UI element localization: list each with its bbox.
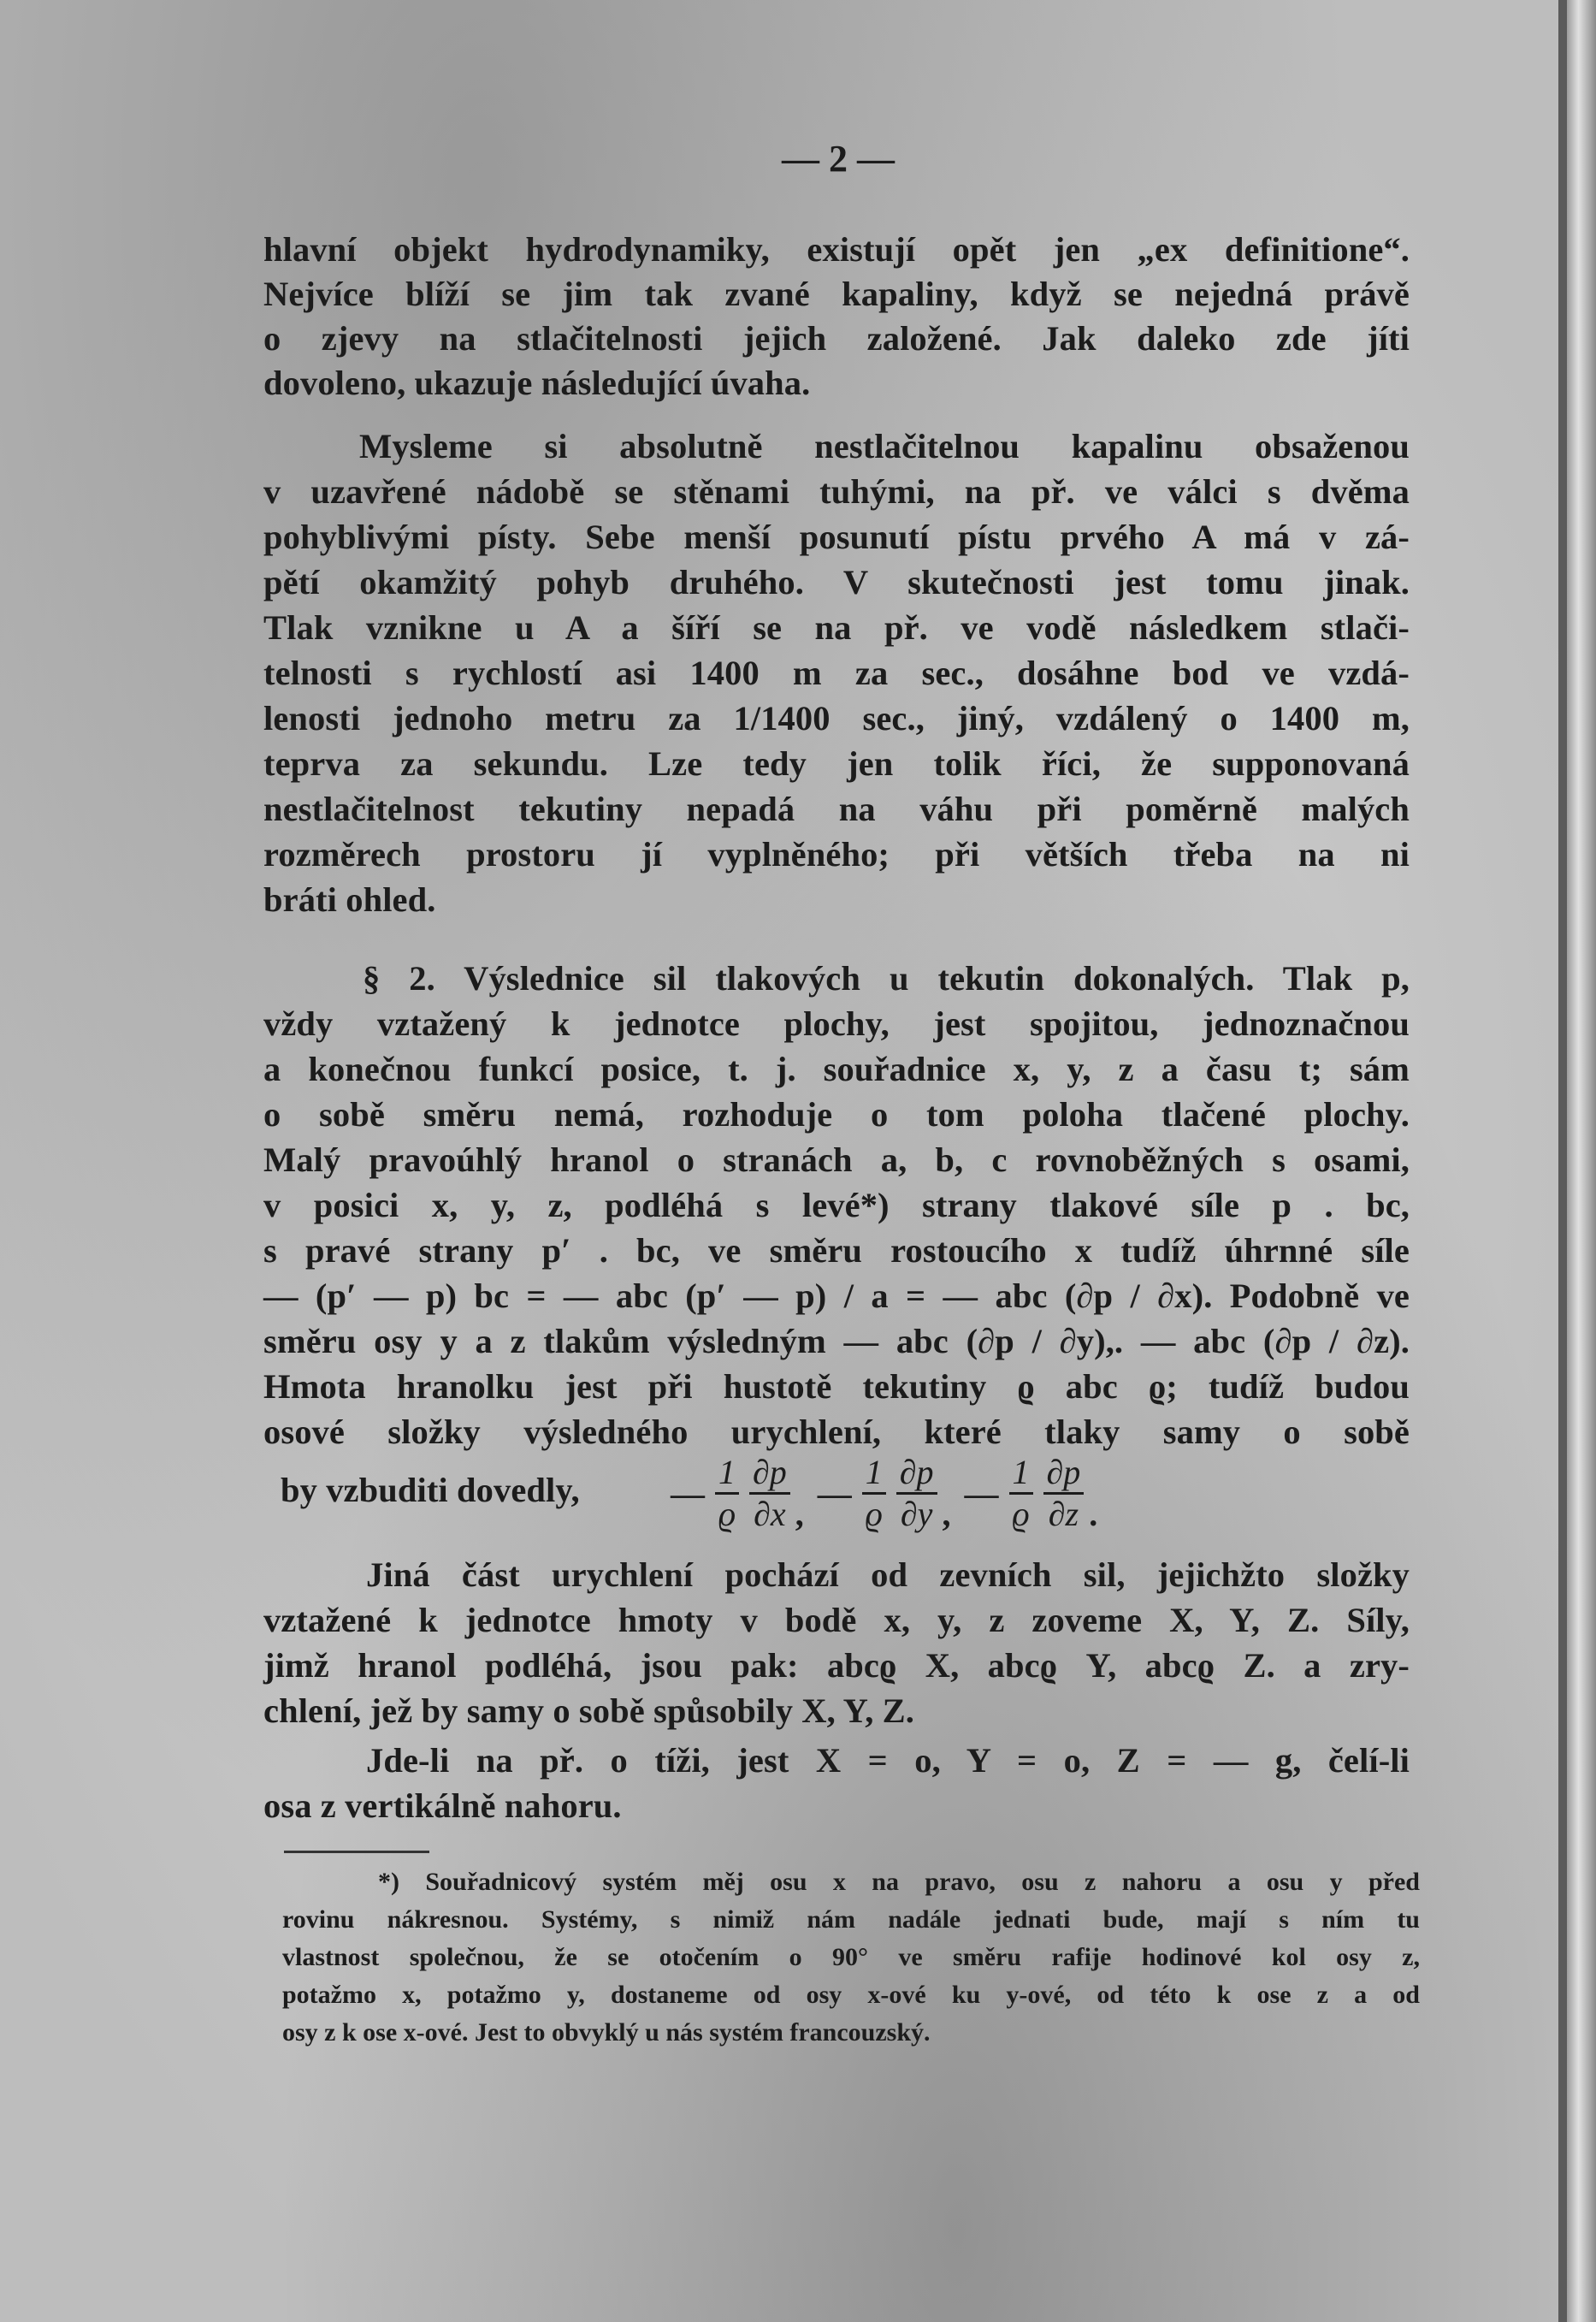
text-line: pohyblivými písty. Sebe menší posunutí pístu prvého A má v zá- bbox=[263, 518, 1410, 556]
separator: . bbox=[1089, 1495, 1098, 1533]
text-line: lenosti jednoho metru za 1/1400 sec., jiný, vzdálený o 1400 m, bbox=[263, 699, 1410, 737]
denominator: ∂x bbox=[754, 1495, 786, 1533]
text-line: směru osy y a z tlakům výsledným — abc (∂p / ∂y),. — abc (∂p / ∂z). bbox=[263, 1322, 1410, 1360]
denominator: ϱ bbox=[865, 1495, 883, 1533]
text-line: Jiná část urychlení pochází od zevních sil, jejichžto složky bbox=[366, 1555, 1410, 1594]
text-line: v uzavřené nádobě se stěnami tuhými, na př. ve válci s dvěma bbox=[263, 472, 1410, 511]
fraction bbox=[749, 1453, 790, 1534]
numerator: ∂p bbox=[896, 1453, 937, 1495]
numerator: 1 bbox=[862, 1453, 886, 1495]
text-line: jimž hranol podléhá, jsou pak: abcϱ X, abcϱ Y, abcϱ Z. a zry- bbox=[263, 1646, 1410, 1685]
page-shadow-edge bbox=[1558, 0, 1567, 2322]
text-line: pětí okamžitý pohyb druhého. V skutečnosti jest tomu jinak. bbox=[263, 563, 1410, 601]
separator: , bbox=[942, 1495, 951, 1533]
footnote-line: potažmo x, potažmo y, dostaneme od osy x-ové ku y-ové, od této k ose z a od bbox=[282, 1981, 1420, 2009]
denominator: ∂z bbox=[1048, 1495, 1079, 1533]
fraction bbox=[1043, 1453, 1085, 1534]
fraction bbox=[896, 1453, 937, 1534]
fraction bbox=[1009, 1453, 1033, 1534]
text-line: v posici x, y, z, podléhá s levé*) strany tlakové síle p . bc, bbox=[263, 1186, 1410, 1224]
denominator: ϱ bbox=[1012, 1495, 1030, 1533]
text-line: hlavní objekt hydrodynamiky, existují opět jen „ex definitione“. bbox=[263, 230, 1410, 269]
footnote-line: *) Souřadnicový systém měj osu x na pravo, osu z nahoru a osu y před bbox=[378, 1868, 1420, 1896]
text-line: rozměrech prostoru jí vyplněného; při větších třeba na ni bbox=[263, 835, 1410, 874]
text-line: osové složky výsledného urychlení, které tlaky samy o sobě bbox=[263, 1413, 1410, 1451]
numerator: ∂p bbox=[1043, 1453, 1085, 1495]
footnote-line: rovinu nákresnou. Systémy, s nimiž nám nadále jednati bude, mají s ním tu bbox=[282, 1905, 1420, 1934]
footnote-divider bbox=[284, 1851, 429, 1853]
page-edge bbox=[1567, 0, 1596, 2322]
text-line: telnosti s rychlostí asi 1400 m za sec., dosáhne bod ve vzdá- bbox=[263, 654, 1410, 692]
formula bbox=[665, 1453, 1106, 1534]
text-line: Jde-li na př. o tíži, jest X = o, Y = o, Z = — g, čelí-li bbox=[366, 1741, 1410, 1780]
text-line: Malý pravoúhlý hranol o stranách a, b, c rovnoběžných s osami, bbox=[263, 1140, 1410, 1179]
text-line: vždy vztažený k jednotce plochy, jest spojitou, jednoznačnou bbox=[263, 1004, 1410, 1043]
minus-sign: — bbox=[671, 1474, 705, 1513]
text-line: nestlačitelnost tekutiny nepadá na váhu při poměrně malých bbox=[263, 790, 1410, 828]
text-line: bráti ohled. bbox=[263, 880, 436, 919]
numerator: 1 bbox=[715, 1453, 739, 1495]
minus-sign: — bbox=[964, 1474, 999, 1513]
text-line: dovoleno, ukazuje následující úvaha. bbox=[263, 364, 811, 402]
footnote-line: osy z k ose x-ové. Jest to obvyklý u nás systém francouzský. bbox=[282, 2018, 931, 2047]
text-line: Hmota hranolku jest při hustotě tekutiny ϱ abc ϱ; tudíž budou bbox=[263, 1367, 1410, 1406]
text-line: Tlak vznikne u A a šíří se na př. ve vodě následkem stlači- bbox=[263, 608, 1410, 647]
text-line: vztažené k jednotce hmoty v bodě x, y, z zoveme X, Y, Z. Síly, bbox=[263, 1601, 1410, 1639]
text-line: teprva za sekundu. Lze tedy jen tolik říci, že supponovaná bbox=[263, 744, 1410, 783]
denominator: ϱ bbox=[718, 1495, 736, 1533]
formula-lead: by vzbuditi dovedly, bbox=[281, 1471, 580, 1509]
text-line: osa z vertikálně nahoru. bbox=[263, 1786, 622, 1825]
text-line: chlení, jež by samy o sobě spůsobily X, Y, Z. bbox=[263, 1691, 914, 1730]
text-line: Nejvíce blíží se jim tak zvané kapaliny, když se nejedná právě bbox=[263, 275, 1410, 313]
fraction bbox=[862, 1453, 886, 1534]
page-number: — 2 — bbox=[782, 138, 895, 180]
fraction bbox=[715, 1453, 739, 1534]
text-line: s pravé strany p′ . bc, ve směru rostoucího x tudíž úhrnné síle bbox=[263, 1231, 1410, 1270]
text-line: Mysleme si absolutně nestlačitelnou kapalinu obsaženou bbox=[359, 427, 1410, 465]
text-line: o zjevy na stlačitelnosti jejich založené. Jak daleko zde jíti bbox=[263, 319, 1410, 358]
separator: , bbox=[795, 1495, 804, 1533]
text-line: a konečnou funkcí posice, t. j. souřadnice x, y, z a času t; sám bbox=[263, 1050, 1410, 1088]
text-line: — (p′ — p) bc = — abc (p′ — p) / a = — abc (∂p / ∂x). Podobně ve bbox=[263, 1277, 1410, 1315]
numerator: 1 bbox=[1009, 1453, 1033, 1495]
minus-sign: — bbox=[817, 1474, 852, 1513]
numerator: ∂p bbox=[749, 1453, 790, 1495]
denominator: ∂y bbox=[900, 1495, 933, 1533]
text-line: o sobě směru nemá, rozhoduje o tom poloha tlačené plochy. bbox=[263, 1095, 1410, 1134]
footnote-line: vlastnost společnou, že se otočením o 90° ve směru rafije hodinové kol osy z, bbox=[282, 1943, 1420, 1971]
section-heading-line: § 2. Výslednice sil tlakových u tekutin dokonalých. Tlak p, bbox=[363, 959, 1410, 998]
